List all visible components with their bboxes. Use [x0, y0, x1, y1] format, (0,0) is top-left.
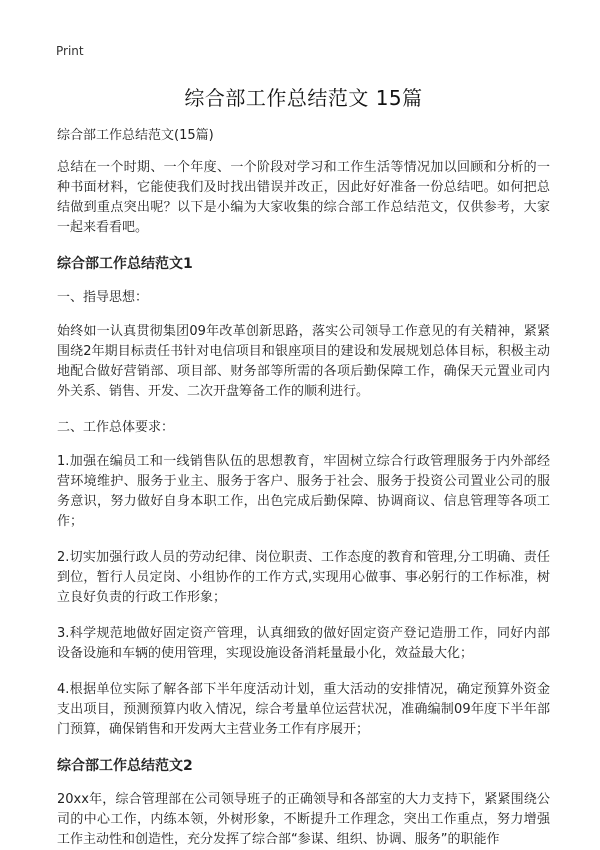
requirement-item-1: 1.加强在编员工和一线销售队伍的思想教育，牢固树立综合行政管理服务于内外部经营环境维护、服务于业主、服务于客户、服务于社会、服务于投资公司置业公司的服务意识，努力做好自身本职工作，出色完成后勤保障、协调商议、信息管理等各项工作；: [57, 454, 550, 529]
requirement-item-4: 4.根据单位实际了解各部下半年度活动计划，重大活动的安排情况，确定预算外资金支出项目，预测预算内收入情况，综合考量单位运营状况，准确编制09年度下半年部门预算，确保销售和开发两大主营业务工作有序展开；: [57, 682, 550, 737]
section-2-paragraph: 20xx年，综合管理部在公司领导班子的正确领导和各部室的大力支持下，紧紧围绕公司的中心工作，内练本领，外树形象，不断提升工作理念，突出工作重点，努力增强工作主动性和创造性，充分发挥了综合部“参谋、组织、协调、服务”的职能作: [57, 792, 550, 847]
section-1-heading: 综合部工作总结范文1: [57, 256, 193, 272]
intro-paragraph: 总结在一个时期、一个年度、一个阶段对学习和工作生活等情况加以回顾和分析的一种书面材料，它能使我们及时找出错误并改正，因此好好准备一份总结吧。如何把总结做到重点突出呢？以下是小编为大家收集的综合部工作总结范文，仅供参考，大家一起来看看吧。: [57, 160, 550, 235]
section-1-paragraph: 始终如一认真贯彻集团09年改革创新思路，落实公司领导工作意见的有关精神，紧紧围绕2年期目标责任书针对电信项目和银座项目的建设和发展规划总体目标，积极主动地配合做好营销部、项目部、财务部等所需的各项后勤保障工作，确保天元置业司内外关系、销售、开发、二次开盘筹备工作的顺利进行。: [57, 324, 550, 399]
section-1-label-requirements: 二、工作总体要求：: [57, 420, 175, 435]
document-title: 综合部工作总结范文 15篇: [184, 86, 423, 110]
section-2-heading: 综合部工作总结范文2: [57, 758, 193, 774]
requirement-item-2: 2.切实加强行政人员的劳动纪律、岗位职责、工作态度的教育和管理,分工明确、责任到位，暂行人员定岗、小组协作的工作方式,实现用心做事、事必躬行的工作标准，树立良好负责的行政工作形象；: [57, 550, 550, 605]
print-label[interactable]: Print: [56, 44, 84, 58]
requirement-item-3: 3.科学规范地做好固定资产管理，认真细致的做好固定资产登记造册工作，同好内部设备设施和车辆的使用管理，实现设施设备消耗量最小化，效益最大化；: [57, 626, 550, 661]
section-1-label-guiding-thought: 一、指导思想：: [57, 290, 149, 305]
document-subtitle: 综合部工作总结范文(15篇): [57, 128, 214, 143]
